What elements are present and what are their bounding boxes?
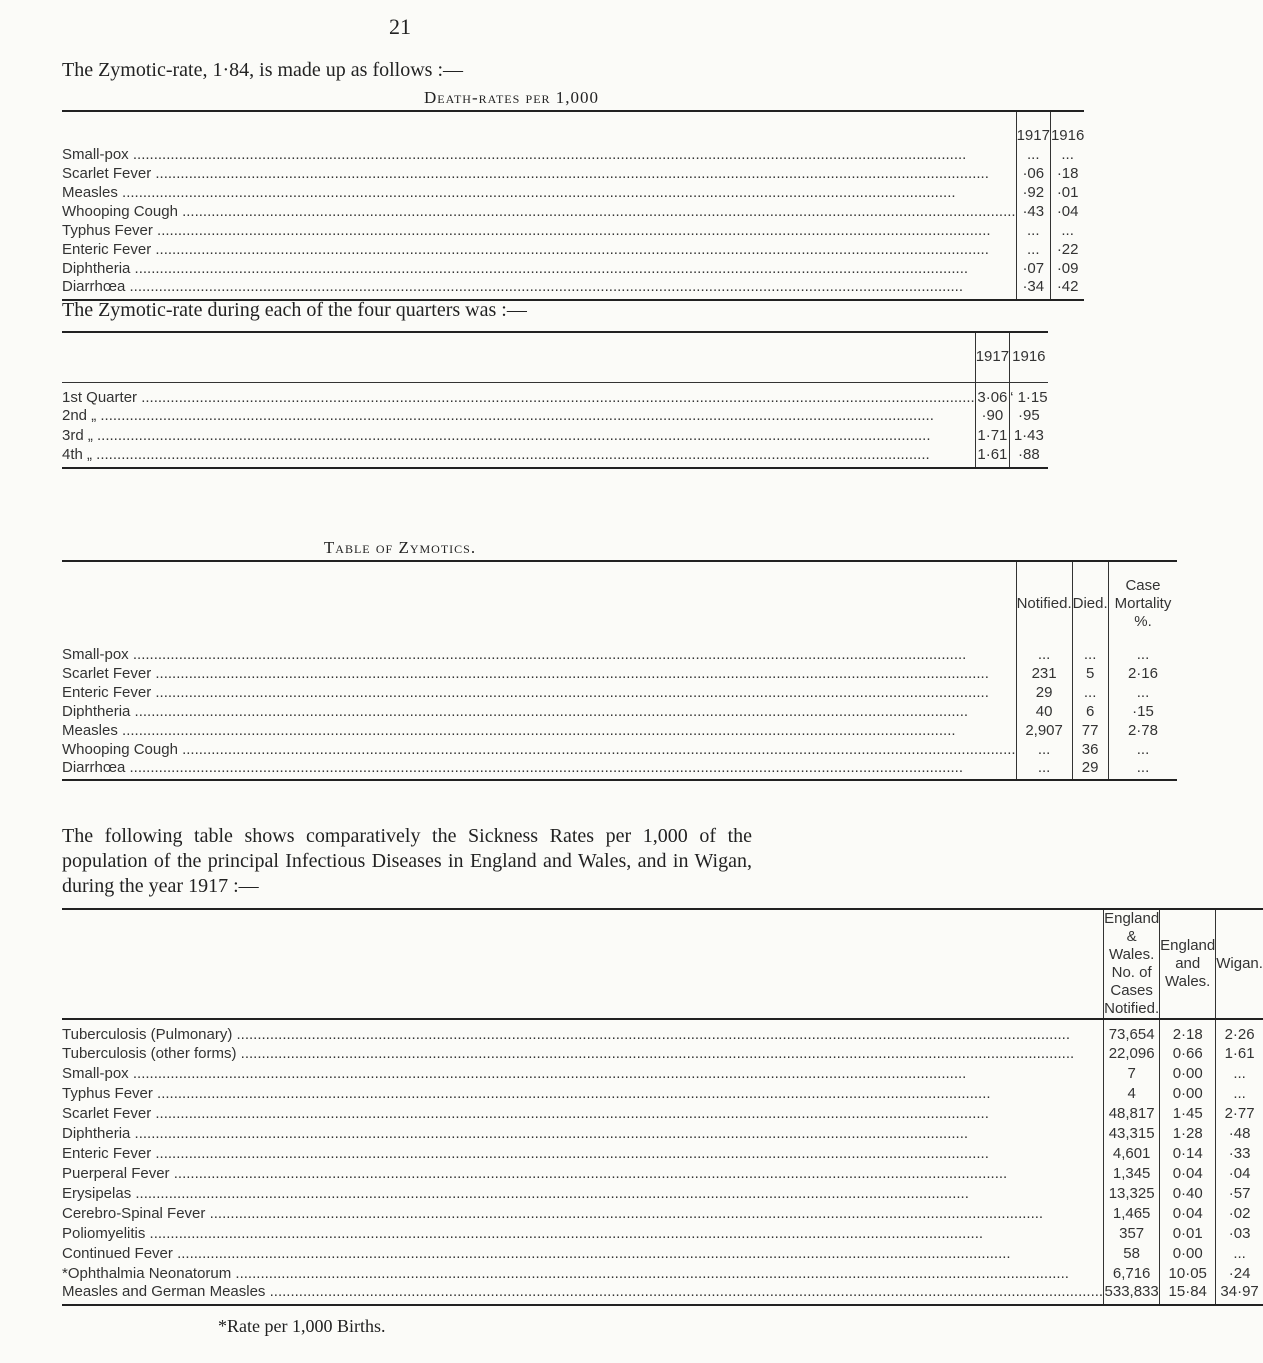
row-label: Enteric Fever ..... <box>62 683 1016 702</box>
row-label: Enteric Fever ..... <box>62 1143 1104 1163</box>
cell-v1916: ·09 <box>1050 259 1084 278</box>
table-row <box>62 145 1084 164</box>
page-number: 21 <box>389 14 411 39</box>
table-row <box>62 759 1177 780</box>
table-row <box>62 1203 1263 1223</box>
cell-cases: 58 <box>1104 1243 1160 1263</box>
cell-notified: ... <box>1016 645 1072 664</box>
table-row <box>62 382 1048 406</box>
cell-wigan: ·33 <box>1216 1143 1263 1163</box>
cell-ew: 0·14 <box>1160 1143 1216 1163</box>
col-header-ew-cases <box>1104 909 1160 1019</box>
table-row <box>62 1103 1263 1123</box>
row-label: Small-pox ..... <box>62 1063 1104 1083</box>
cell-mortality: ·15 <box>1108 702 1177 721</box>
cell-v1916: ‘ 1·15 <box>1010 382 1048 406</box>
cell-v1917: 1·61 <box>975 446 1009 468</box>
cell-wigan: 1·61 <box>1216 1043 1263 1063</box>
cell-v1917: 1·71 <box>975 426 1009 446</box>
cell-v1917: ·07 <box>1016 259 1050 278</box>
cell-cases: 13,325 <box>1104 1183 1160 1203</box>
table-row <box>62 426 1048 446</box>
cell-cases: 1,465 <box>1104 1203 1160 1223</box>
cell-v1917: 3·06 <box>975 382 1009 406</box>
row-label: Measles ..... <box>62 721 1016 740</box>
cell-v1917: ... <box>1016 221 1050 240</box>
cell-cases: 4,601 <box>1104 1143 1160 1163</box>
col-header-1916: 1916 <box>1010 332 1048 382</box>
cell-v1917: ·34 <box>1016 278 1050 300</box>
cell-cases: 357 <box>1104 1223 1160 1243</box>
cell-notified: 2,907 <box>1016 721 1072 740</box>
cell-v1917: ·90 <box>975 406 1009 426</box>
row-label: Measles ..... <box>62 183 1016 202</box>
cell-notified: 40 <box>1016 702 1072 721</box>
row-label: Scarlet Fever ..... <box>62 664 1016 683</box>
cell-ew: 0·04 <box>1160 1203 1216 1223</box>
cell-v1916: ... <box>1050 145 1084 164</box>
row-label: Typhus Fever ..... <box>62 221 1016 240</box>
cell-died: 77 <box>1072 721 1108 740</box>
table-row <box>62 1243 1263 1263</box>
row-label: 1st Quarter ..... <box>62 382 975 406</box>
cell-v1917: ·92 <box>1016 183 1050 202</box>
cell-ew: 0·00 <box>1160 1083 1216 1103</box>
zymotic-rate-intro: The Zymotic-rate, 1·84, is made up as follows :— <box>62 59 464 81</box>
row-label: Diphtheria ..... <box>62 702 1016 721</box>
row-label: Diphtheria ..... <box>62 259 1016 278</box>
row-label: Diphtheria ..... <box>62 1123 1104 1143</box>
row-label: Puerperal Fever ..... <box>62 1163 1104 1183</box>
row-label: Scarlet Fever ..... <box>62 164 1016 183</box>
cell-mortality: ... <box>1108 683 1177 702</box>
table-row <box>62 1223 1263 1243</box>
cell-died: 29 <box>1072 759 1108 780</box>
cell-ew: 0·00 <box>1160 1243 1216 1263</box>
cell-v1917: ·43 <box>1016 202 1050 221</box>
row-label: Diarrhœa ..... <box>62 759 1016 780</box>
cell-v1916: ·95 <box>1010 406 1048 426</box>
cell-v1916: ... <box>1050 221 1084 240</box>
cell-cases: 7 <box>1104 1063 1160 1083</box>
row-label: Whooping Cough ..... <box>62 202 1016 221</box>
row-label: Small-pox ..... <box>62 145 1016 164</box>
cell-wigan: ·03 <box>1216 1223 1263 1243</box>
cell-ew: 1·45 <box>1160 1103 1216 1123</box>
cell-wigan: ·57 <box>1216 1183 1263 1203</box>
cell-cases: 4 <box>1104 1083 1160 1103</box>
row-label: Tuberculosis (Pulmonary) ..... <box>62 1019 1104 1043</box>
table-row <box>62 1019 1263 1043</box>
cell-wigan: 2·77 <box>1216 1103 1263 1123</box>
cell-died: ... <box>1072 683 1108 702</box>
zymotics-caption: Table of Zymotics. <box>323 538 477 557</box>
row-label: Cerebro-Spinal Fever ..... <box>62 1203 1104 1223</box>
cell-v1916: ·22 <box>1050 240 1084 259</box>
footnote: *Rate per 1,000 Births. <box>218 1316 386 1336</box>
cell-mortality: 2·78 <box>1108 721 1177 740</box>
cell-mortality: ... <box>1108 759 1177 780</box>
cell-wigan: ·04 <box>1216 1163 1263 1183</box>
table-row <box>62 1043 1263 1063</box>
col-header-1916: 1916 <box>1050 111 1084 145</box>
cell-ew: 15·84 <box>1160 1283 1216 1305</box>
table-row <box>62 240 1084 259</box>
col-header-ew-rate <box>1160 909 1216 1019</box>
cell-died: 36 <box>1072 740 1108 759</box>
sickness-rates-table <box>62 908 1263 1306</box>
table-row <box>62 645 1177 664</box>
sickness-intro: The following table shows comparatively the Sickness Rates per 1,000 of the population of the principal Infectious Diseases in England and Wales, and in Wigan, during the year 1917 :— <box>62 825 752 897</box>
table-row <box>62 1143 1263 1163</box>
quarters-intro: The Zymotic-rate during each of the four quarters was :— <box>62 299 527 321</box>
cell-died: 6 <box>1072 702 1108 721</box>
row-label: Measles and German Measles ..... <box>62 1283 1104 1305</box>
cell-ew: 0·40 <box>1160 1183 1216 1203</box>
cell-v1916: 1·43 <box>1010 426 1048 446</box>
table-row <box>62 1283 1263 1305</box>
cell-ew: 10·05 <box>1160 1263 1216 1283</box>
table-row <box>62 721 1177 740</box>
cell-wigan: 34·97 <box>1216 1283 1263 1305</box>
col-header-ew-cases-line3: Notified. <box>1104 1000 1160 1017</box>
cell-cases: 73,654 <box>1104 1019 1160 1043</box>
cell-cases: 6,716 <box>1104 1263 1160 1283</box>
cell-v1916: ·01 <box>1050 183 1084 202</box>
table-row <box>62 221 1084 240</box>
table-row <box>62 259 1084 278</box>
row-label: Continued Fever ..... <box>62 1243 1104 1263</box>
row-label: Whooping Cough ..... <box>62 740 1016 759</box>
cell-died: ... <box>1072 645 1108 664</box>
col-header-ew-cases-line1: England & Wales. <box>1104 910 1160 963</box>
table-row <box>62 406 1048 426</box>
row-label: Small-pox ..... <box>62 645 1016 664</box>
row-label: 2nd „ ..... <box>62 406 975 426</box>
cell-notified: ... <box>1016 759 1072 780</box>
row-label: Poliomyelitis ..... <box>62 1223 1104 1243</box>
cell-cases: 22,096 <box>1104 1043 1160 1063</box>
quarters-table <box>62 331 1048 469</box>
table-row <box>62 1163 1263 1183</box>
cell-cases: 43,315 <box>1104 1123 1160 1143</box>
row-label: Typhus Fever ..... <box>62 1083 1104 1103</box>
cell-ew: 0·01 <box>1160 1223 1216 1243</box>
cell-cases: 48,817 <box>1104 1103 1160 1123</box>
cell-died: 5 <box>1072 664 1108 683</box>
col-header-case-mortality: Case Mortality %. <box>1108 561 1177 645</box>
table-row <box>62 1063 1263 1083</box>
row-label: *Ophthalmia Neonatorum ..... <box>62 1263 1104 1283</box>
cell-ew: 2·18 <box>1160 1019 1216 1043</box>
cell-notified: 231 <box>1016 664 1072 683</box>
row-label: Diarrhœa ..... <box>62 278 1016 300</box>
table-row <box>62 1183 1263 1203</box>
table-row <box>62 702 1177 721</box>
cell-mortality: ... <box>1108 645 1177 664</box>
row-label: Scarlet Fever ..... <box>62 1103 1104 1123</box>
cell-wigan: 2·26 <box>1216 1019 1263 1043</box>
cell-v1916: ·88 <box>1010 446 1048 468</box>
table-row <box>62 1083 1263 1103</box>
cell-cases: 1,345 <box>1104 1163 1160 1183</box>
table-row <box>62 664 1177 683</box>
col-header-ew-rate-line1: England <box>1160 937 1216 954</box>
cell-wigan: ·24 <box>1216 1263 1263 1283</box>
cell-notified: ... <box>1016 740 1072 759</box>
table-row <box>62 164 1084 183</box>
table-row <box>62 183 1084 202</box>
row-label: Enteric Fever ..... <box>62 240 1016 259</box>
cell-mortality: ... <box>1108 740 1177 759</box>
cell-v1916: ·42 <box>1050 278 1084 300</box>
table-row <box>62 740 1177 759</box>
zymotics-table <box>62 560 1177 781</box>
cell-ew: 0·66 <box>1160 1043 1216 1063</box>
cell-wigan: ... <box>1216 1243 1263 1263</box>
row-label: Tuberculosis (other forms) ..... <box>62 1043 1104 1063</box>
cell-ew: 1·28 <box>1160 1123 1216 1143</box>
col-header-wigan: Wigan. <box>1216 909 1263 1019</box>
row-label: 3rd „ ..... <box>62 426 975 446</box>
cell-cases: 533,833 <box>1104 1283 1160 1305</box>
cell-v1917: ... <box>1016 240 1050 259</box>
row-label: Erysipelas ..... <box>62 1183 1104 1203</box>
cell-v1916: ·18 <box>1050 164 1084 183</box>
death-rates-caption: Death-rates per 1,000 <box>424 88 600 107</box>
table-row <box>62 1123 1263 1143</box>
col-header-ew-rate-line2: and Wales. <box>1165 955 1211 990</box>
death-rates-table <box>62 110 1084 301</box>
cell-ew: 0·04 <box>1160 1163 1216 1183</box>
table-row <box>62 683 1177 702</box>
cell-v1917: ... <box>1016 145 1050 164</box>
cell-mortality: 2·16 <box>1108 664 1177 683</box>
cell-wigan: ... <box>1216 1083 1263 1103</box>
table-row <box>62 202 1084 221</box>
table-row <box>62 446 1048 468</box>
col-header-1917: 1917 <box>1016 111 1050 145</box>
table-row <box>62 278 1084 300</box>
cell-v1917: ·06 <box>1016 164 1050 183</box>
col-header-died: Died. <box>1072 561 1108 645</box>
row-label: 4th „ ..... <box>62 446 975 468</box>
col-header-1917: 1917 <box>975 332 1009 382</box>
cell-wigan: ·48 <box>1216 1123 1263 1143</box>
col-header-notified: Notified. <box>1016 561 1072 645</box>
col-header-ew-cases-line2: No. of Cases <box>1110 964 1153 999</box>
cell-wigan: ... <box>1216 1063 1263 1083</box>
cell-wigan: ·02 <box>1216 1203 1263 1223</box>
cell-notified: 29 <box>1016 683 1072 702</box>
table-row <box>62 1263 1263 1283</box>
cell-v1916: ·04 <box>1050 202 1084 221</box>
cell-ew: 0·00 <box>1160 1063 1216 1083</box>
